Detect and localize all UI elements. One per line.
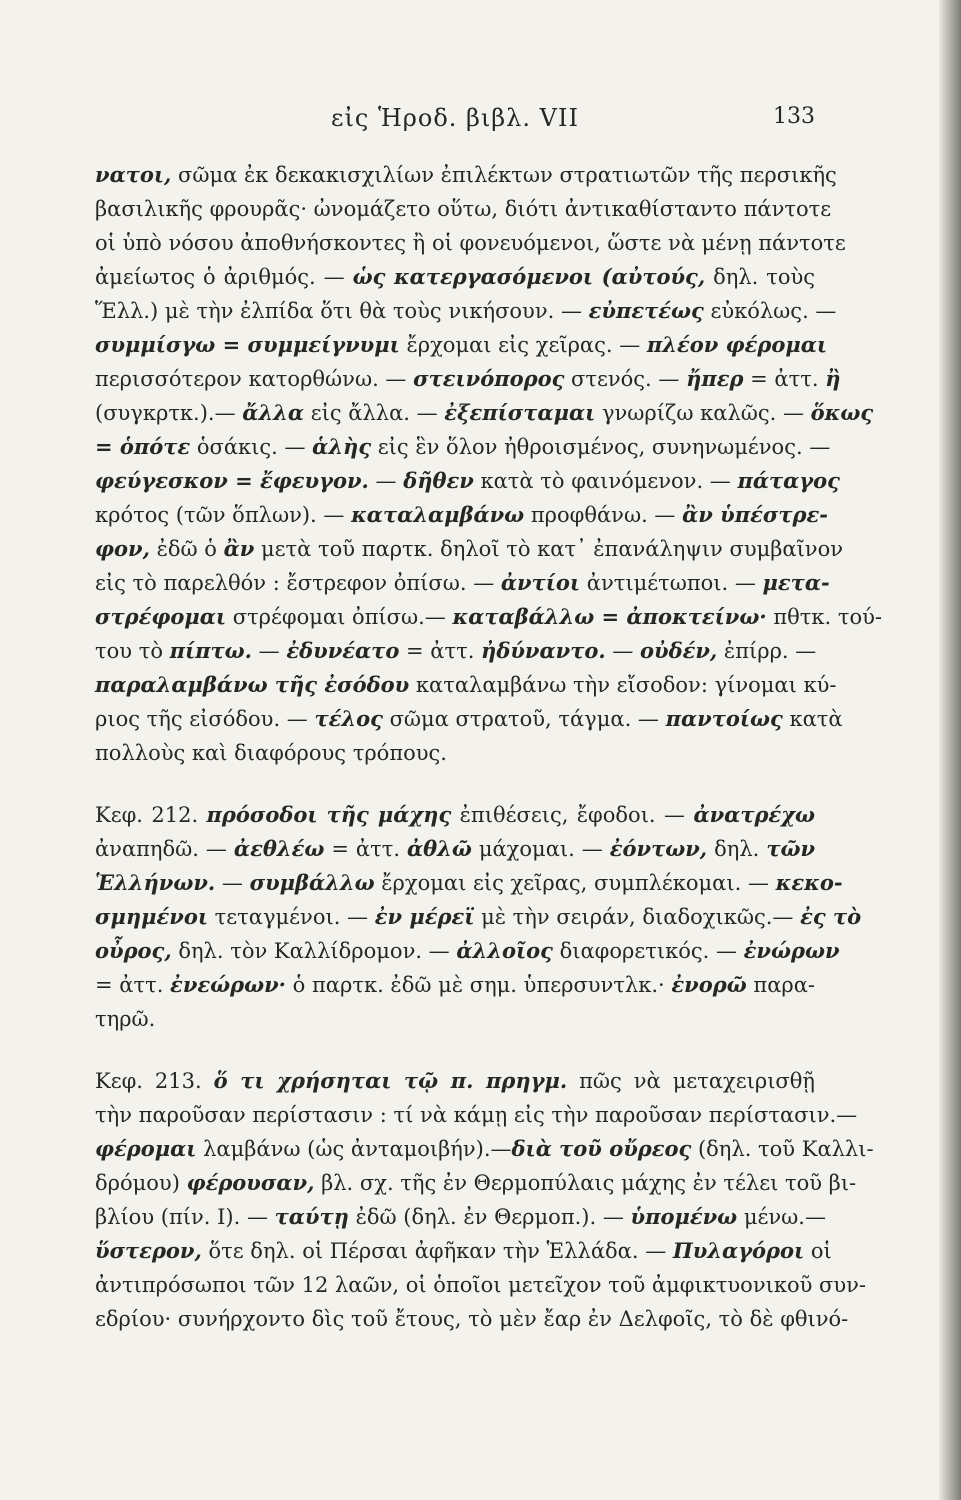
lemma-term: φον, — [95, 536, 150, 561]
lemma-term: ὡς κατεργασόμενοι (αὐτούς, — [352, 264, 706, 289]
gloss-text: μετὰ τοῦ παρτκ. δηλοῖ τὸ κατ᾽ ἐπανάληψιν συμβαῖνον — [254, 537, 843, 561]
text-line — [95, 668, 837, 702]
text-line — [95, 1002, 815, 1036]
lemma-term: εὐπετέως — [588, 298, 704, 323]
text-line — [95, 464, 840, 498]
gloss-text: του τὸ — [95, 639, 170, 663]
gloss-text: λαμβάνω (ὡς ἀνταμοιβήν).— — [196, 1137, 512, 1161]
gloss-text: πολλοὺς καὶ διαφόρους τρόπους. — [95, 741, 447, 765]
gloss-text: ἔρχομαι εἰς χεῖρας. — — [399, 333, 647, 357]
gloss-text: εὐκόλως. — — [703, 299, 837, 323]
gloss-text: δρόμου) — [95, 1171, 187, 1195]
gloss-text: ὁ παρτκ. ἐδῶ μὲ σημ. ὑπερσυντλκ.· — [286, 973, 672, 997]
gloss-text: μάχομαι. — — [471, 837, 610, 861]
gloss-text: Κεφ. 213. — [95, 1069, 214, 1093]
gloss-text: οἱ — [804, 1239, 832, 1263]
text-line — [95, 1064, 815, 1098]
lemma-term: ἀλλοῖος — [456, 938, 553, 963]
lemma-term: ἐνορῶ — [671, 972, 747, 997]
gloss-text: = ἀττ. — [95, 973, 171, 997]
lemma-term: ἐνώρων — [743, 938, 840, 963]
gloss-text: Ἕλλ.) μὲ τὴν ἐλπίδα ὅτι θὰ τοὺς νικήσουν. — — [95, 299, 589, 323]
lemma-term: Πυλαγόροι — [672, 1238, 805, 1263]
lemma-term: ἀεθλέω — [233, 836, 325, 861]
text-line — [95, 866, 843, 900]
lemma-term: ἐνεώρων· — [170, 972, 286, 997]
gloss-text: οἱ ὑπὸ νόσου ἀποθνήσκοντες ἢ οἱ φονευόμενοι, ὥστε νὰ μένῃ πάντοτε — [95, 231, 846, 255]
lemma-term: ἂν — [223, 536, 255, 561]
text-line — [95, 1302, 849, 1336]
gloss-text: ἐδῶ (δηλ. ἐν Θερμοπ.). — — [348, 1205, 631, 1229]
lemma-term: διὰ τοῦ οὔρεος — [511, 1136, 692, 1161]
gloss-text: εἰς ἄλλα. — — [304, 401, 445, 425]
gloss-text: — — [368, 469, 404, 493]
gloss-text: βασιλικῆς φρουρᾶς· ὠνομάζετο οὕτω, διότι ἀντικαθίσταντο πάντοτε — [95, 197, 832, 221]
gloss-text: (δηλ. τοῦ Καλλι- — [691, 1137, 874, 1161]
lemma-term: καταβάλλω = ἀποκτείνω· — [452, 604, 767, 629]
text-line — [95, 1268, 867, 1302]
lemma-term: ὕστερον, — [95, 1238, 202, 1263]
gloss-text: (συγκρτκ.).— — [95, 401, 243, 425]
gloss-text: κατὰ τὸ φαινόμενον. — — [473, 469, 738, 493]
gloss-text: πῶς νὰ μεταχειρισθῇ — [567, 1069, 815, 1093]
gloss-text: ριος τῆς εἰσόδου. — — [95, 707, 315, 731]
gloss-text: = ἀττ. — [743, 367, 826, 391]
lemma-term: ἄλλα — [242, 400, 305, 425]
text-line — [95, 934, 840, 968]
page-number: 133 — [773, 104, 815, 129]
gloss-text: κρότος (τῶν ὅπλων). — — [95, 503, 352, 527]
lemma-term: ἐς τὸ — [800, 904, 862, 929]
text-line — [95, 600, 882, 634]
gloss-text: βλίου (πίν. I). — — [95, 1205, 275, 1229]
lemma-term: ἠδύναντο. — [481, 638, 606, 663]
gloss-text: δηλ. — [707, 837, 767, 861]
text-line — [95, 192, 832, 226]
lemma-term: ἐν μέρεϊ — [374, 904, 475, 929]
text-line — [95, 260, 815, 294]
text-line — [95, 832, 815, 866]
gloss-text: τηρῶ. — [95, 1007, 156, 1031]
text-line — [95, 702, 843, 736]
text-line — [95, 498, 828, 532]
lemma-term: στεινόπορος — [413, 366, 565, 391]
gloss-text: — — [215, 871, 250, 895]
gloss-text: Κεφ. 212. — [95, 803, 207, 827]
lemma-term: ἀθλῶ — [406, 836, 472, 861]
gloss-text: στρέφομαι ὀπίσω.— — [226, 605, 453, 629]
lemma-term: τέλος — [314, 706, 383, 731]
lemma-term: παντοίως — [665, 706, 783, 731]
gloss-text: περισσότερον κατορθώνω. — — [95, 367, 414, 391]
gloss-text: μένω.— — [737, 1205, 826, 1229]
gloss-text: ἀντιπρόσωποι τῶν 12 λαῶν, οἱ ὁποῖοι μετεῖχον τοῦ ἀμφικτυονικοῦ συν- — [95, 1273, 867, 1297]
gloss-text: ἐπίρρ. — — [717, 639, 817, 663]
page-edge-shadow — [939, 0, 961, 1500]
text-line — [95, 158, 837, 192]
text-line — [95, 1098, 858, 1132]
lemma-term: φέρουσαν, — [186, 1170, 315, 1195]
text-line — [95, 1166, 857, 1200]
text-line — [95, 328, 828, 362]
gloss-text: σῶμα ἐκ δεκακισχιλίων ἐπιλέκτων στρατιωτῶν τῆς περσικῆς — [171, 163, 837, 187]
text-line — [95, 532, 843, 566]
lemma-term: πρόσοδοι τῆς μάχης — [206, 802, 452, 827]
text-line — [95, 294, 837, 328]
text-line — [95, 1200, 826, 1234]
gloss-text: ἔρχομαι εἰς χεῖρας, συμπλέκομαι. — — [374, 871, 776, 895]
lemma-term: ὅκως — [810, 400, 874, 425]
lemma-term: ἐδυνέατο — [286, 638, 400, 663]
gloss-text: δηλ. τοὺς — [705, 265, 815, 289]
lemma-term: κεκο- — [775, 870, 843, 895]
lemma-term: Ἑλλήνων. — [95, 870, 216, 895]
lemma-term: ἁλὴς — [312, 434, 372, 459]
text-line — [95, 798, 815, 832]
gloss-text: = ἀττ. — [324, 837, 407, 861]
gloss-text: ἐπιθέσεις, ἔφοδοι. — — [451, 803, 694, 827]
lemma-term: ταύτῃ — [274, 1204, 349, 1229]
gloss-text: τεταγμένοι. — — [208, 905, 375, 929]
text-line — [95, 226, 846, 260]
lemma-term: ἐόντων, — [609, 836, 708, 861]
text-line — [95, 362, 841, 396]
lemma-term: ἐξεπίσταμαι — [444, 400, 596, 425]
lemma-term: πίπτω. — [169, 638, 252, 663]
page-header — [95, 100, 815, 140]
gloss-text: κατὰ — [782, 707, 843, 731]
text-line — [95, 1132, 874, 1166]
text-line — [95, 1234, 832, 1268]
gloss-text: παρα- — [746, 973, 816, 997]
text-line — [95, 634, 815, 668]
lemma-term: φεύγεσκον = ἔφευγον. — [95, 468, 369, 493]
lemma-term: παραλαμβάνω τῆς ἐσόδου — [95, 672, 410, 697]
text-line — [95, 566, 830, 600]
lemma-term: ἢ — [825, 366, 841, 391]
gloss-text: γνωρίζω καλῶς. — — [595, 401, 811, 425]
lemma-term: = ὁπότε — [95, 434, 191, 459]
lemma-term: συμμίσγω = συμμείγνυμι — [95, 332, 400, 357]
text-line — [95, 968, 815, 1002]
lemma-term: σμημένοι — [95, 904, 208, 929]
text-line — [95, 396, 874, 430]
lemma-term: ὅ τι χρήσηται τῷ π. πρηγμ. — [213, 1068, 568, 1093]
gloss-text: — — [251, 639, 287, 663]
gloss-text: τὴν παροῦσαν περίστασιν : τί νὰ κάμῃ εἰς τὴν παροῦσαν περίστασιν.— — [95, 1103, 858, 1127]
text-line — [95, 900, 862, 934]
lemma-term: ἀντίοι — [500, 570, 581, 595]
lemma-term: πλέον φέρομαι — [646, 332, 828, 357]
gloss-text: διαφορετικός. — — [552, 939, 744, 963]
lemma-term: πάταγος — [737, 468, 840, 493]
gloss-text: εἰς ἓν ὅλον ἠθροισμένος, συνηνωμένος. — — [371, 435, 831, 459]
lemma-term: ἤπερ — [686, 366, 744, 391]
running-head: εἰς Ἡροδ. βιβλ. VII — [331, 104, 579, 132]
gloss-text: ὁσάκις. — — [190, 435, 313, 459]
gloss-text: στενός. — — [564, 367, 687, 391]
gloss-text: καταλαμβάνω τὴν εἴσοδον: γίνομαι κύ- — [409, 673, 837, 697]
gloss-text: δηλ. τὸν Καλλίδρομον. — — [171, 939, 457, 963]
gloss-text: εἰς τὸ παρελθόν : ἔστρεφον ὀπίσω. — — [95, 571, 501, 595]
lemma-term: ἀνατρέχω — [693, 802, 815, 827]
lemma-term: καταλαμβάνω — [351, 502, 525, 527]
gloss-text: = ἀττ. — [399, 639, 482, 663]
gloss-text: πθτκ. τού- — [766, 605, 882, 629]
gloss-text: μὲ τὴν σειράν, διαδοχικῶς.— — [474, 905, 801, 929]
lemma-term: φέρομαι — [95, 1136, 197, 1161]
gloss-text: σῶμα στρατοῦ, τάγμα. — — [382, 707, 666, 731]
lemma-term: δῆθεν — [403, 468, 474, 493]
gloss-text: ἀμείωτος ὁ ἀριθμός. — — [95, 265, 353, 289]
lemma-term: ἂν ὑπέστρε- — [682, 502, 828, 527]
gloss-text: — — [605, 639, 641, 663]
gloss-text: εδρίου· συνήρχοντο δὶς τοῦ ἔτους, τὸ μὲν ἔαρ ἐν Δελφοῖς, τὸ δὲ φθινό- — [95, 1307, 849, 1331]
lemma-term: ὑπομένω — [630, 1204, 738, 1229]
gloss-text: ὅτε δηλ. οἱ Πέρσαι ἀφῆκαν τὴν Ἑλλάδα. — — [201, 1239, 673, 1263]
body-text — [95, 158, 882, 1336]
gloss-text: βλ. σχ. τῆς ἐν Θερμοπύλαις μάχης ἐν τέλει τοῦ βι- — [314, 1171, 857, 1195]
gloss-text: προφθάνω. — — [524, 503, 683, 527]
text-line — [95, 736, 815, 770]
gloss-text: ἀναπηδῶ. — — [95, 837, 234, 861]
lemma-term: οὐδέν, — [640, 638, 718, 663]
gloss-text: ἀντιμέτωποι. — — [580, 571, 763, 595]
gloss-text: ἐδῶ ὁ — [149, 537, 224, 561]
lemma-term: μετα- — [762, 570, 830, 595]
lemma-term: νατοι, — [95, 162, 172, 187]
lemma-term: τῶν — [766, 836, 816, 861]
lemma-term: στρέφομαι — [95, 604, 227, 629]
text-line — [95, 430, 831, 464]
lemma-term: οὖρος, — [95, 938, 172, 963]
lemma-term: συμβάλλω — [249, 870, 375, 895]
